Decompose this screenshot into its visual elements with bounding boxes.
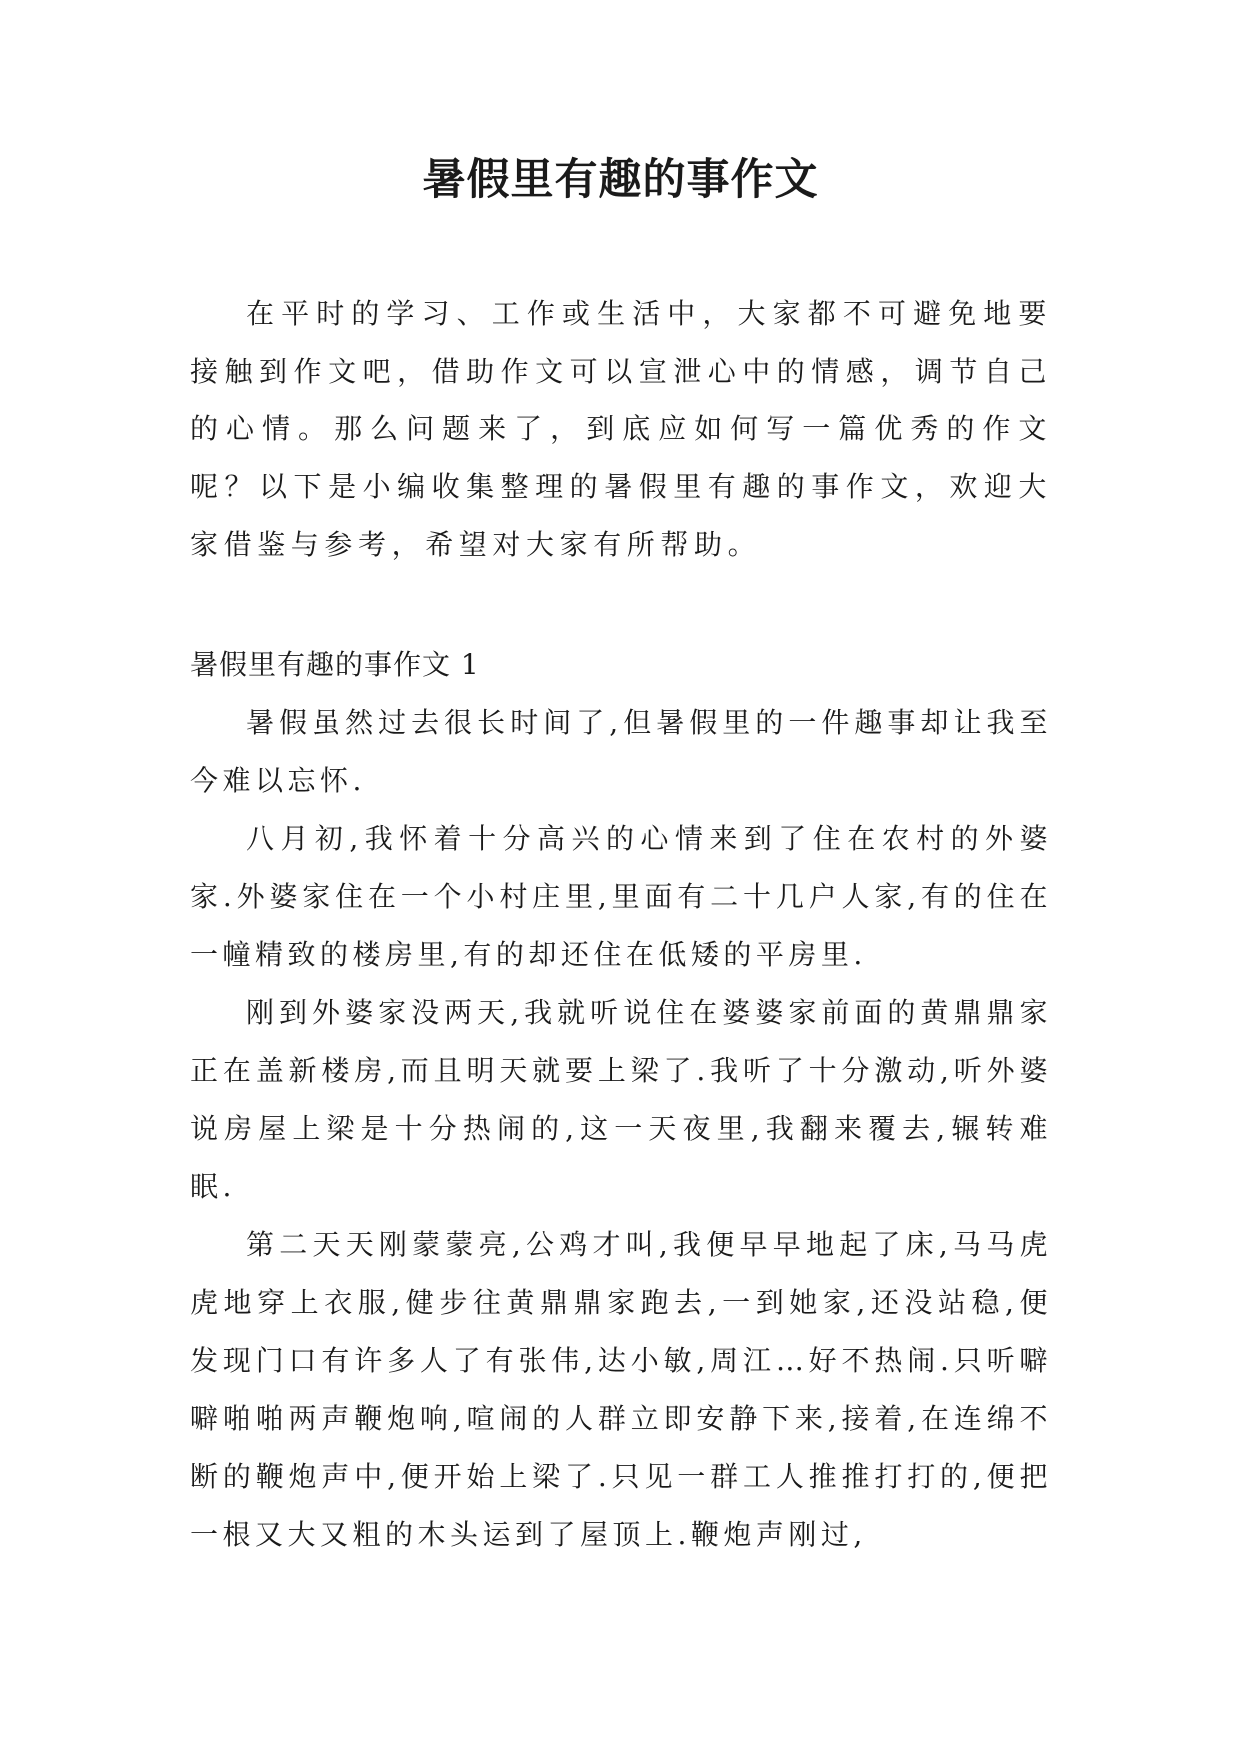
essay-paragraph: 刚到外婆家没两天,我就听说住在婆婆家前面的黄鼎鼎家正在盖新楼房,而且明天就要上梁了.我听了十分激动,听外婆说房屋上梁是十分热闹的,这一天夜里,我翻来覆去,辗转难眠.: [190, 995, 1052, 1203]
essay-paragraph: 八月初,我怀着十分高兴的心情来到了住在农村的外婆家.外婆家住在一个小村庄里,里面有二十几户人家,有的住在一幢精致的楼房里,有的却还住在低矮的平房里.: [190, 821, 1052, 971]
document-body: [190, 285, 1052, 1564]
document-title: 暑假里有趣的事作文: [422, 155, 819, 205]
essay-paragraph: 第二天天刚蒙蒙亮,公鸡才叫,我便早早地起了床,马马虎虎地穿上衣服,健步往黄鼎鼎家跑去,一到她家,还没站稳,便发现门口有许多人了有张伟,达小敏,周江…好不热闹.只听噼噼啪啪两声鞭炮响,喧闹的人群立即安静下来,接着,在连绵不断的鞭炮声中,便开始上梁了.只见一群工人推推打打的,便把一根又大又粗的木头运到了屋顶上.鞭炮声刚过,: [190, 1227, 1052, 1551]
intro-paragraph: 在平时的学习、工作或生活中，大家都不可避免地要接触到作文吧，借助作文可以宣泄心中的情感，调节自己的心情。那么问题来了，到底应如何写一篇优秀的作文呢？以下是小编收集整理的暑假里有趣的事作文，欢迎大家借鉴与参考，希望对大家有所帮助。: [190, 297, 1052, 561]
essay-heading: 暑假里有趣的事作文 1: [190, 647, 480, 681]
essay-paragraph: 暑假虽然过去很长时间了,但暑假里的一件趣事却让我至今难以忘怀.: [190, 705, 1052, 797]
